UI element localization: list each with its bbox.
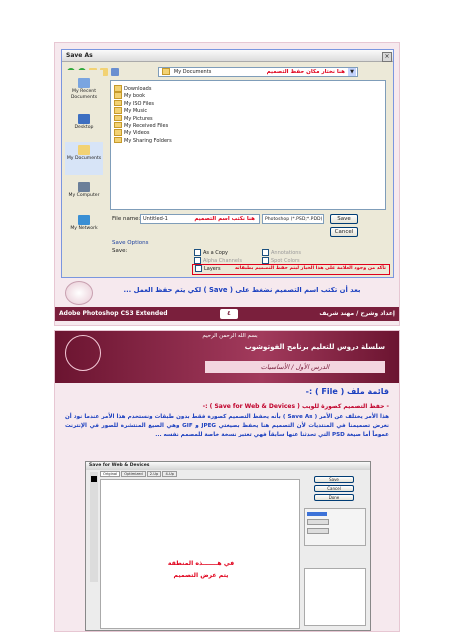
list-item[interactable]: My Received Files [114,122,385,129]
web-tools-bar [90,472,98,582]
file-name-label: File name: [112,216,141,222]
tab-2up[interactable]: 2-Up [147,471,162,477]
video-folder-icon [114,129,122,136]
save-for-web-dialog [85,461,371,631]
folder-icon [114,92,122,99]
file-name-input[interactable] [140,214,260,224]
web-done-button[interactable]: Done [314,494,354,501]
alpha-channels-checkbox[interactable]: Alpha Channels [194,257,242,264]
layers-checkbox[interactable]: Layers تأكد من وجود العلامة على هذا الخيار ليتم حفظ التصميم بطبقاته [192,264,390,275]
menu-heading: قائمة ملف ( File ) :- [305,387,389,396]
folder-icon [114,100,122,107]
footer-software: Adobe Photoshop CS3 Extended [59,310,168,317]
color-swatch-icon[interactable] [91,476,97,482]
music-folder-icon [114,107,122,114]
floral-ornament-icon [65,335,101,371]
page-number: ٤ [220,309,238,319]
file-list[interactable] [110,80,386,210]
document-page-1 [54,42,400,326]
list-item[interactable]: My ISO Files [114,100,385,107]
places-bar [65,70,103,260]
place-my-documents[interactable]: My Documents [65,142,103,175]
web-settings-panel [302,474,366,624]
computer-icon [78,182,90,192]
list-item[interactable]: Downloads [114,85,385,92]
web-cancel-button[interactable]: Cancel [314,485,354,492]
place-my-computer[interactable]: My Computer [65,182,103,199]
pictures-folder-icon [114,115,122,122]
dialog-title: Save As [62,50,393,62]
recent-documents-icon [78,78,90,88]
list-item[interactable]: My Music [114,107,385,114]
place-my-network[interactable]: My Network [65,215,103,232]
save-in-value: My Documents [173,69,212,75]
format-dropdown-web[interactable] [307,519,329,525]
list-item[interactable]: My Videos [114,129,385,136]
calligraphy-logo-icon [65,281,93,305]
basmala: بسم الله الرحمن الرحيم [202,333,258,339]
spot-colors-checkbox[interactable]: Spot Colors [262,257,300,264]
place-recent[interactable]: My Recent Documents [65,78,103,100]
preset-dropdown[interactable] [307,512,327,516]
list-item[interactable]: My book [114,92,385,99]
document-page-2 [54,330,400,632]
save-in-annotation: هنا نختار مكان حفظ التصميم [266,69,345,75]
tab-4up[interactable]: 4-Up [162,471,177,477]
cancel-button[interactable]: Cancel [330,227,358,237]
folder-icon [114,122,122,129]
save-label: Save: [112,248,128,254]
web-dialog-title: Save for Web & Devices [86,462,370,470]
documents-folder-icon [78,145,90,155]
annotations-checkbox[interactable]: Annotations [262,249,301,256]
page-footer [55,307,399,321]
save-options-title: Save Options [112,240,149,246]
format-dropdown[interactable]: Photoshop (*.PSD;*.PDD) [262,214,324,224]
shared-folder-icon [114,137,122,144]
color-table [304,568,366,626]
lesson-label: الدرس الأول / الأساسيات [205,361,385,373]
network-icon [78,215,90,225]
tab-original[interactable]: Original [100,471,120,477]
file-name-value: Untitled-1 [143,216,168,222]
folder-icon [114,85,122,92]
bullet-heading: - حفظ التصميم كصورة للويب ( Save for Web & Devices ) :- [202,403,389,410]
page1-caption: بعد أن تكتب اسم التصميم نضغط على ( Save ) لكي يتم حفظ العمل ... [123,286,361,294]
web-tabs [100,472,177,476]
place-desktop[interactable]: Desktop [65,114,103,131]
series-title: سلسلة دروس للتعليم برنامج الفوتوشوب [244,343,385,351]
body-paragraph: هذا الأمر يختلف عن الأمر ( Save As ) بأنه يحفظ التصميم كصورة فقط بدون طبقات ونستخدم هذا الأمر عندما نود أن نعرض تصميمنا في المنتديات لأن التصميم هنا يحفظ بصيغتي JPEG و GIF وهي الصيغ المنتشرة للصور في الإنترنت عموماً أما صيغة PSD التي تحدثنا عنها سابقاً فهي تعتبر نسخة خاصة للمصمم نفسه ... [65,414,390,438]
preview-area [100,479,300,629]
list-item[interactable]: My Sharing Folders [114,137,385,144]
save-button[interactable]: Save [330,214,358,224]
save-in-dropdown[interactable] [158,67,358,77]
preview-annotation-line1: في هـــــــذه المنطقة [167,560,235,567]
quality-dropdown[interactable] [307,528,329,534]
chevron-down-icon[interactable]: ▼ [348,68,356,76]
save-as-dialog [61,49,394,278]
file-name-annotation: هنا نكتب اسم التصميم [194,216,255,222]
tab-optimized[interactable]: Optimized [121,471,145,477]
views-menu-icon[interactable] [111,68,119,76]
web-save-button[interactable]: Save [314,476,354,483]
desktop-icon [78,114,90,124]
optimize-settings[interactable] [304,508,366,546]
footer-author: إعداد وشرح / مهند شريف [319,310,395,317]
close-icon[interactable]: × [382,52,392,62]
list-item[interactable]: My Pictures [114,115,385,122]
preview-annotation-line2: يتم عرض التصميم [173,572,229,579]
as-copy-checkbox[interactable]: As a Copy [194,249,228,256]
folder-icon [162,68,170,75]
layers-annotation: تأكد من وجود العلامة على هذا الخيار ليتم حفظ التصميم بطبقاته [235,266,386,271]
header-banner [55,331,399,383]
